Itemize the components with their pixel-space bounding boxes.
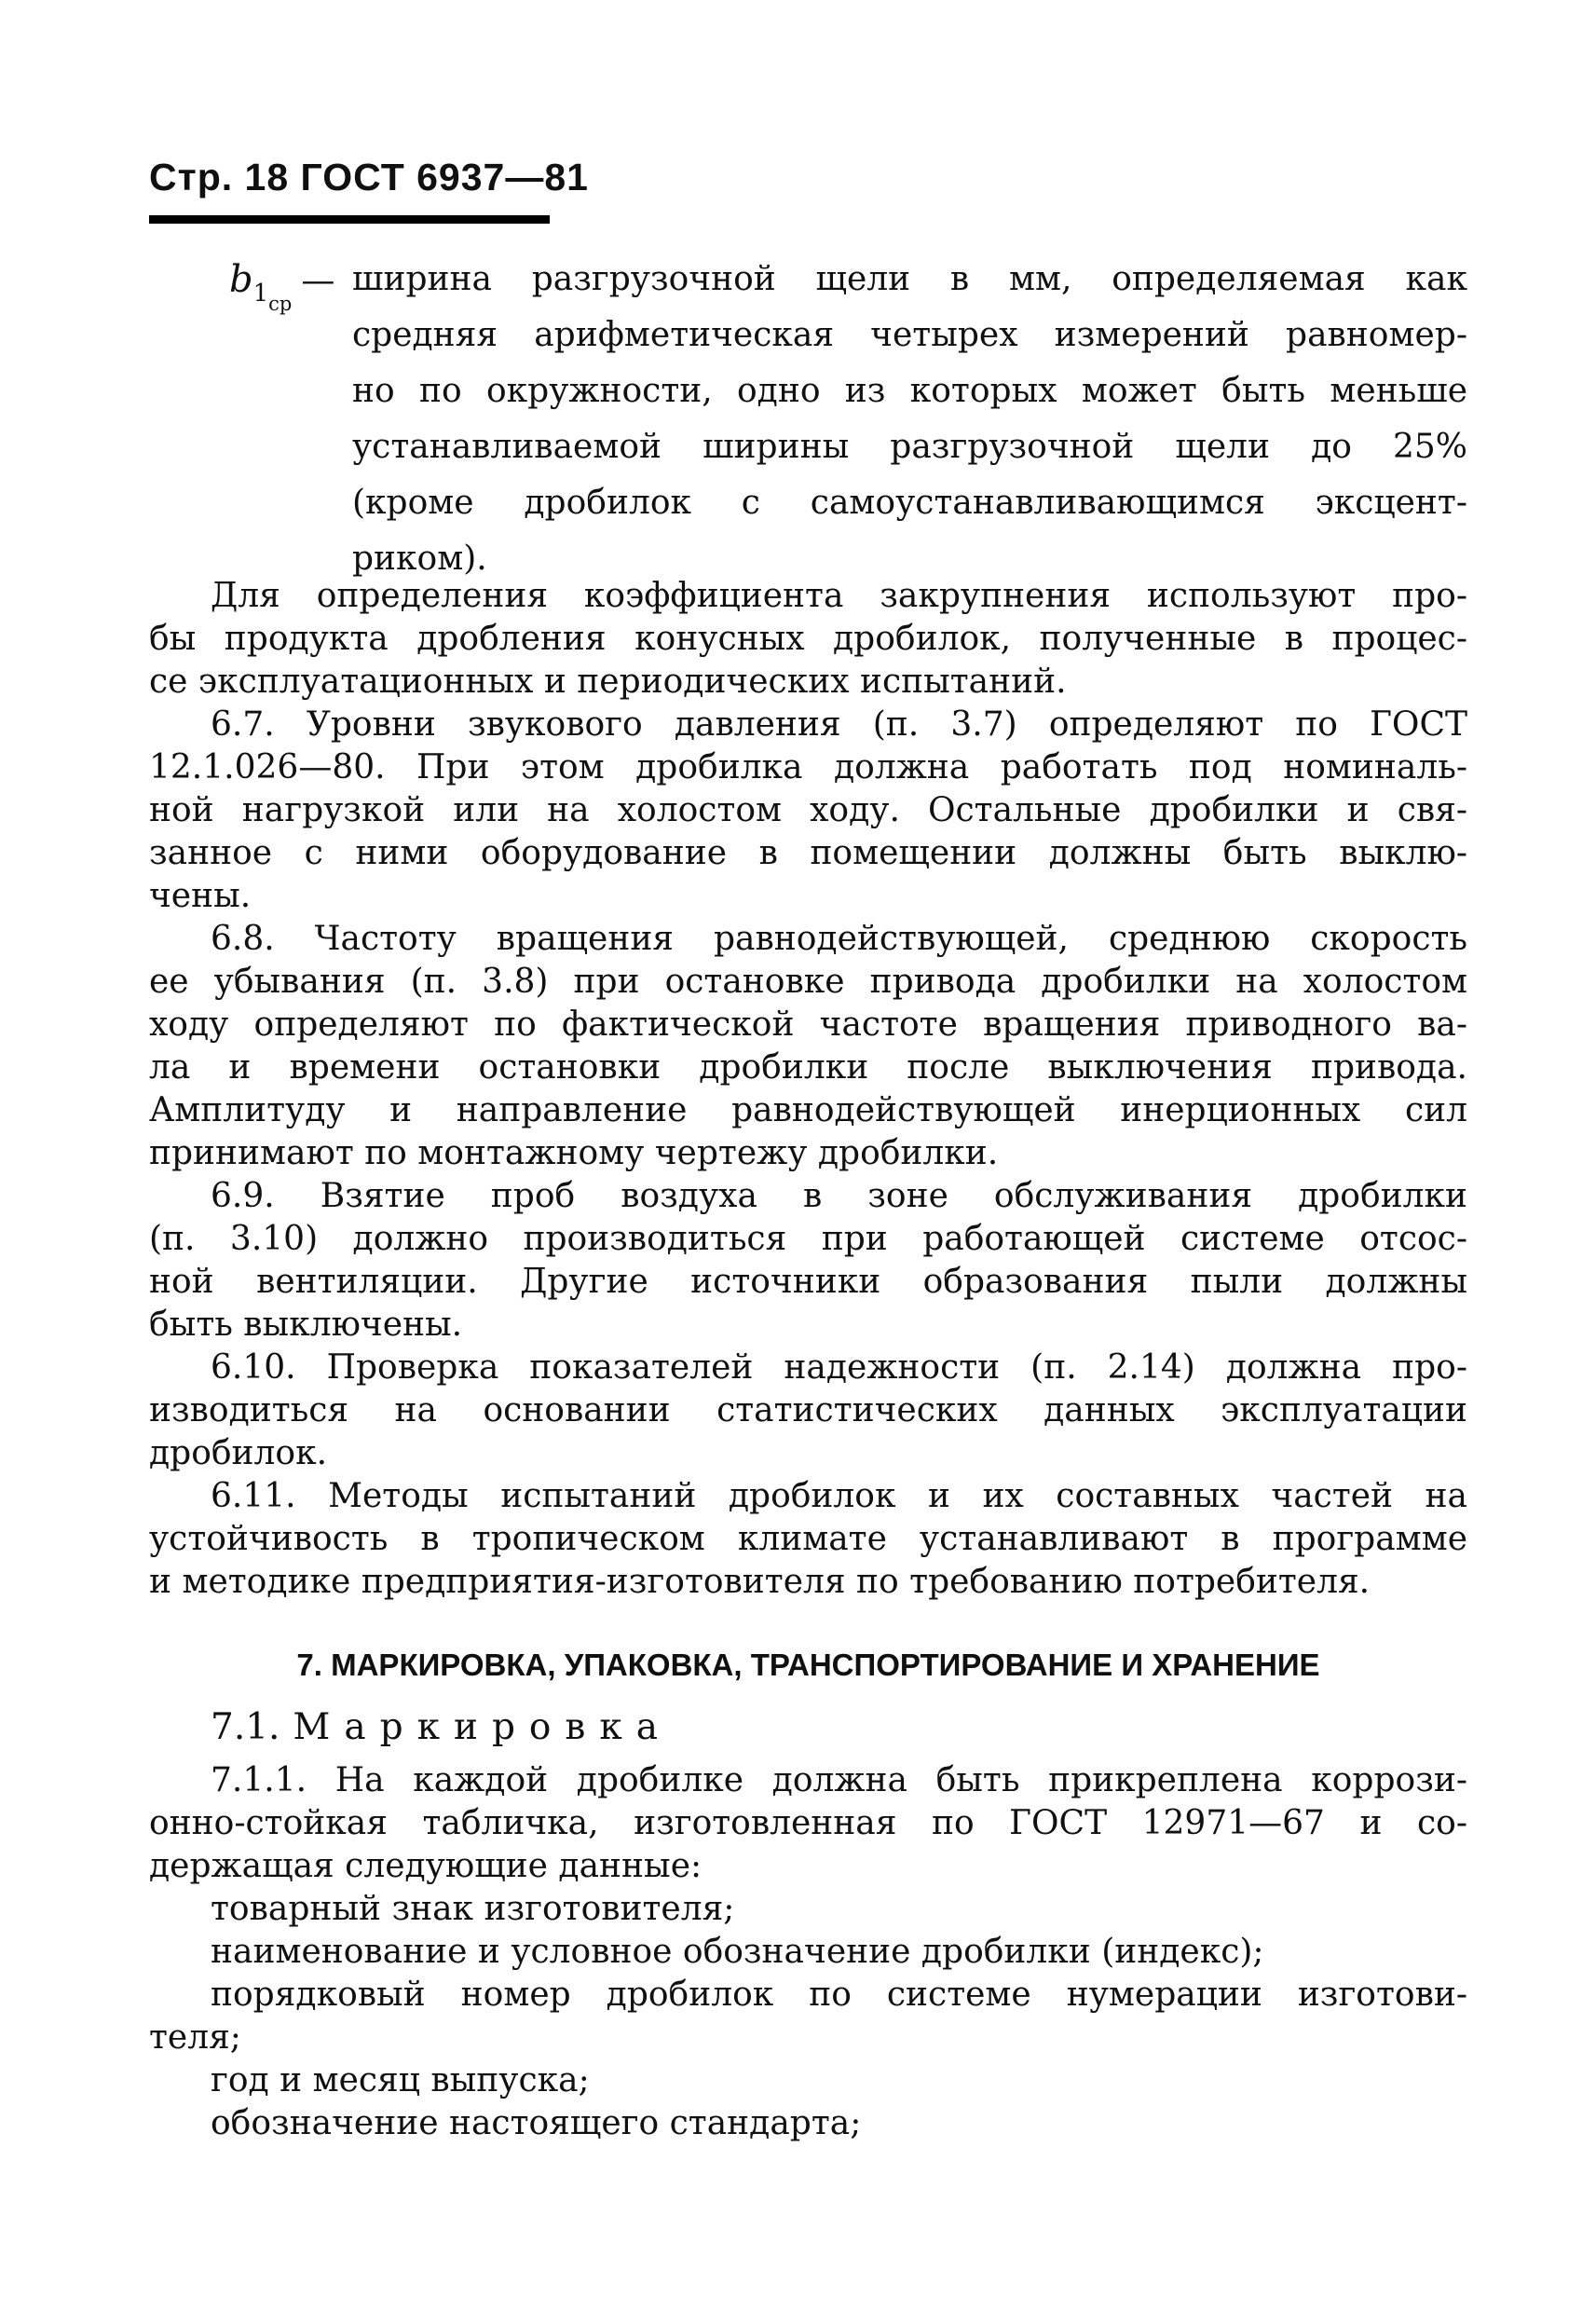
text-line: бы продукта дробления конусных дробилок, полученные в процес- bbox=[149, 620, 1467, 658]
text-line: ной нагрузкой или на холостом ходу. Остальные дробилки и свя- bbox=[149, 791, 1467, 829]
text-line: и методике предприятия-изготовителя по требованию потребителя. bbox=[149, 1563, 1371, 1601]
text-line: ной вентиляции. Другие источники образования пыли должны bbox=[149, 1263, 1467, 1301]
section-7-heading: 7. МАРКИРОВКА, УПАКОВКА, ТРАНСПОРТИРОВАНИЕ И ХРАНЕНИЕ bbox=[296, 1648, 1320, 1682]
text-line: устанавливаемой ширины разгрузочной щели до 25% bbox=[352, 428, 1467, 466]
text-line: се эксплуатационных и периодических испытаний. bbox=[149, 663, 1067, 701]
text-line: ее убывания (п. 3.8) при остановке привода дробилки на холостом bbox=[149, 963, 1467, 1001]
definition-term bbox=[149, 252, 352, 587]
text-line: Амплитуду и направление равнодействующей инерционных сил bbox=[149, 1091, 1467, 1129]
text-line: ходу определяют по фактической частоте вращения приводного ва- bbox=[149, 1005, 1467, 1044]
text-line: занное с ними оборудование в помещении должны быть выклю- bbox=[149, 834, 1467, 872]
text-line: 6.9. Взятие проб воздуха в зоне обслуживания дробилки bbox=[211, 1177, 1467, 1215]
text-line: быть выключены. bbox=[149, 1306, 463, 1344]
text-line: но по окружности, одно из которых может быть меньше bbox=[352, 372, 1467, 410]
paragraph bbox=[149, 2059, 1467, 2102]
definition-block bbox=[149, 252, 1467, 587]
text-line: теля; bbox=[149, 2018, 241, 2057]
text-line: ла и времени остановки дробилки после выключения привода. bbox=[149, 1048, 1467, 1087]
text-line: обозначение настоящего стандарта; bbox=[211, 2104, 862, 2142]
text-line: 6.10. Проверка показателей надежности (п. 2.14) должна про- bbox=[211, 1348, 1467, 1387]
subsection-7-1-heading bbox=[149, 1705, 672, 1750]
text-line: наименование и условное обозначение дробилки (индекс); bbox=[211, 1933, 1264, 1971]
paragraph bbox=[149, 2102, 1467, 2145]
text-line: средняя арифметическая четырех измерений равномер- bbox=[352, 316, 1467, 354]
subsection-number: 7.1. bbox=[211, 1706, 280, 1748]
section-7-body bbox=[149, 1759, 1467, 2145]
text-line: 6.7. Уровни звукового давления (п. 3.7) определяют по ГОСТ bbox=[211, 705, 1467, 744]
running-head bbox=[149, 155, 589, 199]
text-line: риком). bbox=[352, 540, 487, 578]
text-line: 6.11. Методы испытаний дробилок и их составных частей на bbox=[211, 1477, 1467, 1515]
text-line: устойчивость в тропическом климате устанавливают в программе bbox=[149, 1520, 1467, 1558]
paragraph bbox=[149, 918, 1467, 1175]
text-line: держащая следующие данные: bbox=[149, 1847, 703, 1885]
text-line: 7.1.1. На каждой дробилке должна быть прикреплена коррози- bbox=[211, 1761, 1467, 1799]
term-dash: — bbox=[301, 262, 335, 300]
text-line: год и месяц выпуска; bbox=[211, 2061, 590, 2099]
text-line: изводиться на основании статистических данных эксплуатации bbox=[149, 1391, 1467, 1429]
section-6-body bbox=[149, 575, 1467, 1604]
paragraph bbox=[149, 575, 1467, 704]
text-line: (кроме дробилок с самоустанавливающимся эксцент- bbox=[352, 484, 1467, 522]
paragraph bbox=[149, 1759, 1467, 1888]
text-line: принимают по монтажному чертежу дробилки. bbox=[149, 1134, 999, 1172]
text-line: товарный знак изготовителя; bbox=[211, 1890, 735, 1928]
paragraph bbox=[149, 1175, 1467, 1347]
text-line: 12.1.026—80. При этом дробилка должна работать под номиналь- bbox=[149, 748, 1467, 786]
text-line: чены. bbox=[149, 877, 252, 915]
subsection-title: Маркировка bbox=[293, 1706, 672, 1748]
paragraph bbox=[149, 1475, 1467, 1604]
text-line: дробилок. bbox=[149, 1434, 328, 1472]
term-symbol: b bbox=[229, 258, 253, 301]
page-number-and-standard: Стр. 18 ГОСТ 6937—81 bbox=[149, 156, 589, 198]
text-line: порядковый номер дробилок по системе нумерации изготови- bbox=[211, 1976, 1467, 2014]
text-line: Для определения коэффициента закрупнения используют про- bbox=[211, 577, 1467, 615]
text-line: 6.8. Частоту вращения равнодействующей, среднюю скорость bbox=[211, 920, 1467, 958]
term-sub-subscript: ср bbox=[268, 293, 293, 315]
text-line: ширина разгрузочной щели в мм, определяемая как bbox=[352, 260, 1467, 298]
paragraph bbox=[149, 1347, 1467, 1475]
paragraph bbox=[149, 704, 1467, 918]
paragraph bbox=[149, 1888, 1467, 1931]
term-subscript: 1 bbox=[252, 280, 269, 308]
header-rule bbox=[149, 215, 550, 224]
text-line: (п. 3.10) должно производиться при работающей системе отсос- bbox=[149, 1220, 1467, 1258]
paragraph bbox=[149, 1974, 1467, 2059]
paragraph bbox=[149, 1931, 1467, 1974]
text-line: онно-стойкая табличка, изготовленная по ГОСТ 12971—67 и со- bbox=[149, 1804, 1467, 1842]
definition-text bbox=[352, 252, 1467, 587]
